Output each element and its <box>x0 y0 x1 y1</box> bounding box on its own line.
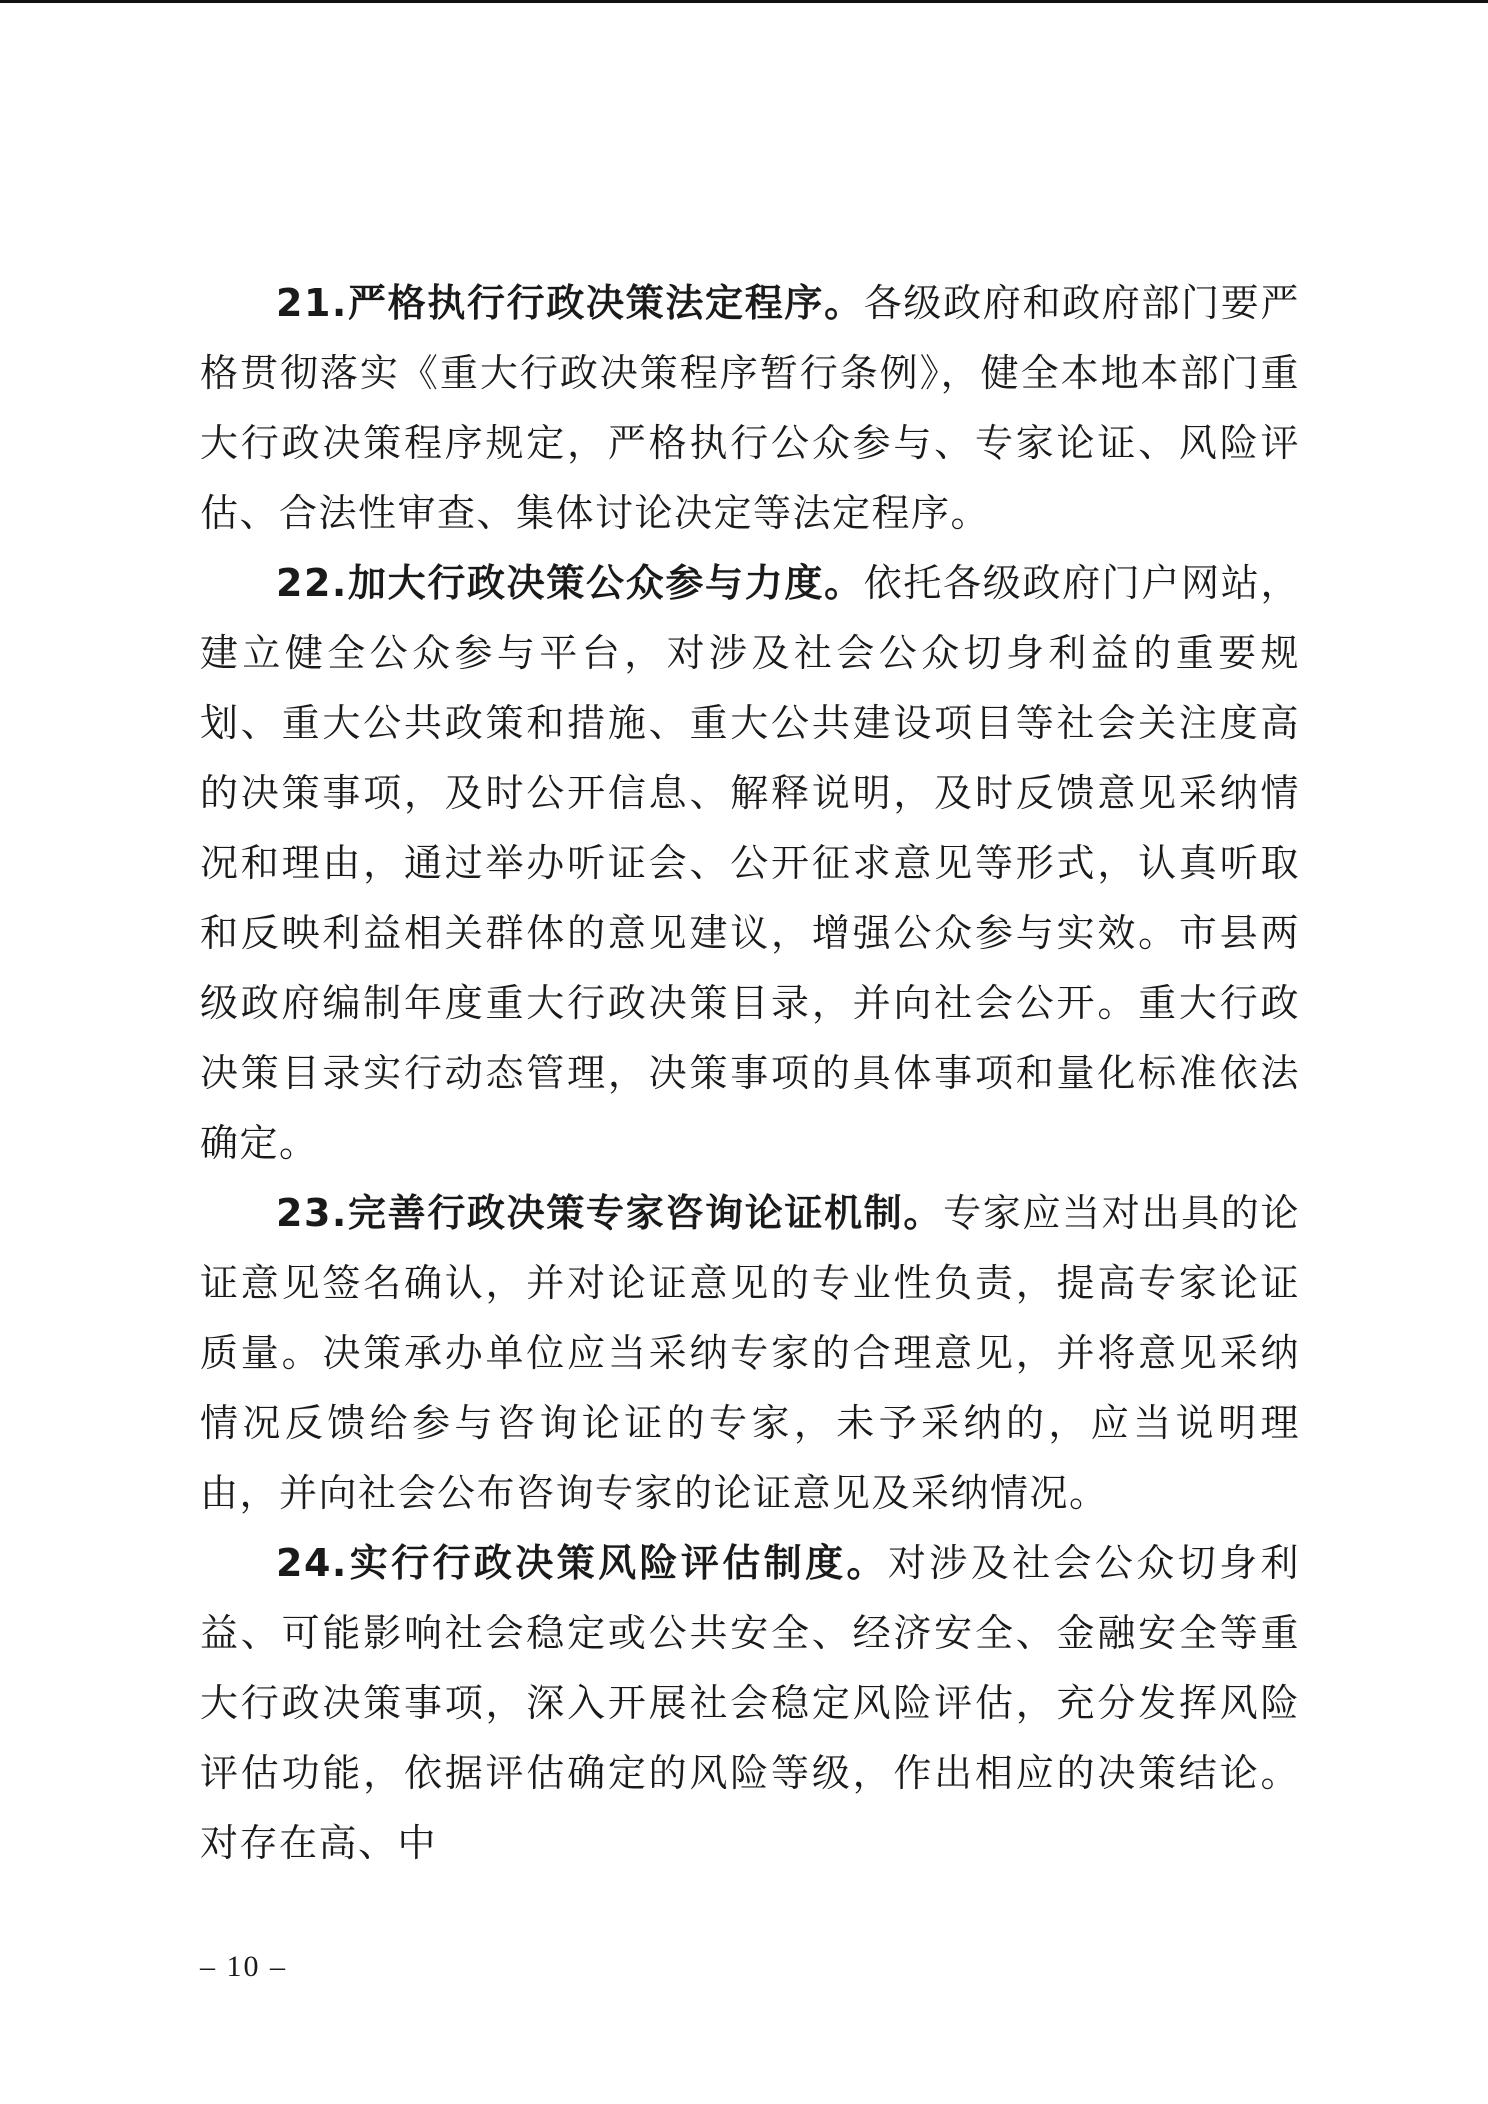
paragraph-24 <box>200 1528 1300 1878</box>
paragraph-23-text: 专家应当对出具的论证意见签名确认，并对论证意见的专业性负责，提高专家论证质量。决策承办单位应当采纳专家的合理意见，并将意见采纳情况反馈给参与咨询论证的专家，未予采纳的，应当说明理由，并向社会公布咨询专家的论证意见及采纳情况。 <box>200 1191 1300 1515</box>
paragraph-22-text: 依托各级政府门户网站，建立健全公众参与平台，对涉及社会公众切身利益的重要规划、重大公共政策和措施、重大公共建设项目等社会关注度高的决策事项，及时公开信息、解释说明，及时反馈意见采纳情况和理由，通过举办听证会、公开征求意见等形式，认真听取和反映利益相关群体的意见建议，增强公众参与实效。市县两级政府编制年度重大行政决策目录，并向社会公开。重大行政决策目录实行动态管理，决策事项的具体事项和量化标准依法确定。 <box>200 561 1300 1165</box>
page-number: – 10 – <box>200 1950 287 1983</box>
paragraph-22 <box>200 548 1300 1178</box>
paragraph-21-text: 各级政府和政府部门要严格贯彻落实《重大行政决策程序暂行条例》，健全本地本部门重大行政决策程序规定，严格执行公众参与、专家论证、风险评估、合法性审查、集体讨论决定等法定程序。 <box>200 281 1300 535</box>
document-body <box>200 268 1300 1878</box>
paragraph-22-heading: 22.加大行政决策公众参与力度。 <box>276 561 864 605</box>
paragraph-21-heading: 21.严格执行行政决策法定程序。 <box>276 281 864 325</box>
paragraph-23 <box>200 1178 1300 1528</box>
paragraph-24-heading: 24.实行行政决策风险评估制度。 <box>276 1541 888 1585</box>
paragraph-24-text: 对涉及社会公众切身利益、可能影响社会稳定或公共安全、经济安全、金融安全等重大行政决策事项，深入开展社会稳定风险评估，充分发挥风险评估功能，依据评估确定的风险等级，作出相应的决策结论。对存在高、中 <box>200 1541 1300 1865</box>
paragraph-23-heading: 23.完善行政决策专家咨询论证机制。 <box>276 1191 944 1235</box>
top-border-line <box>0 0 1488 3</box>
paragraph-21 <box>200 268 1300 548</box>
